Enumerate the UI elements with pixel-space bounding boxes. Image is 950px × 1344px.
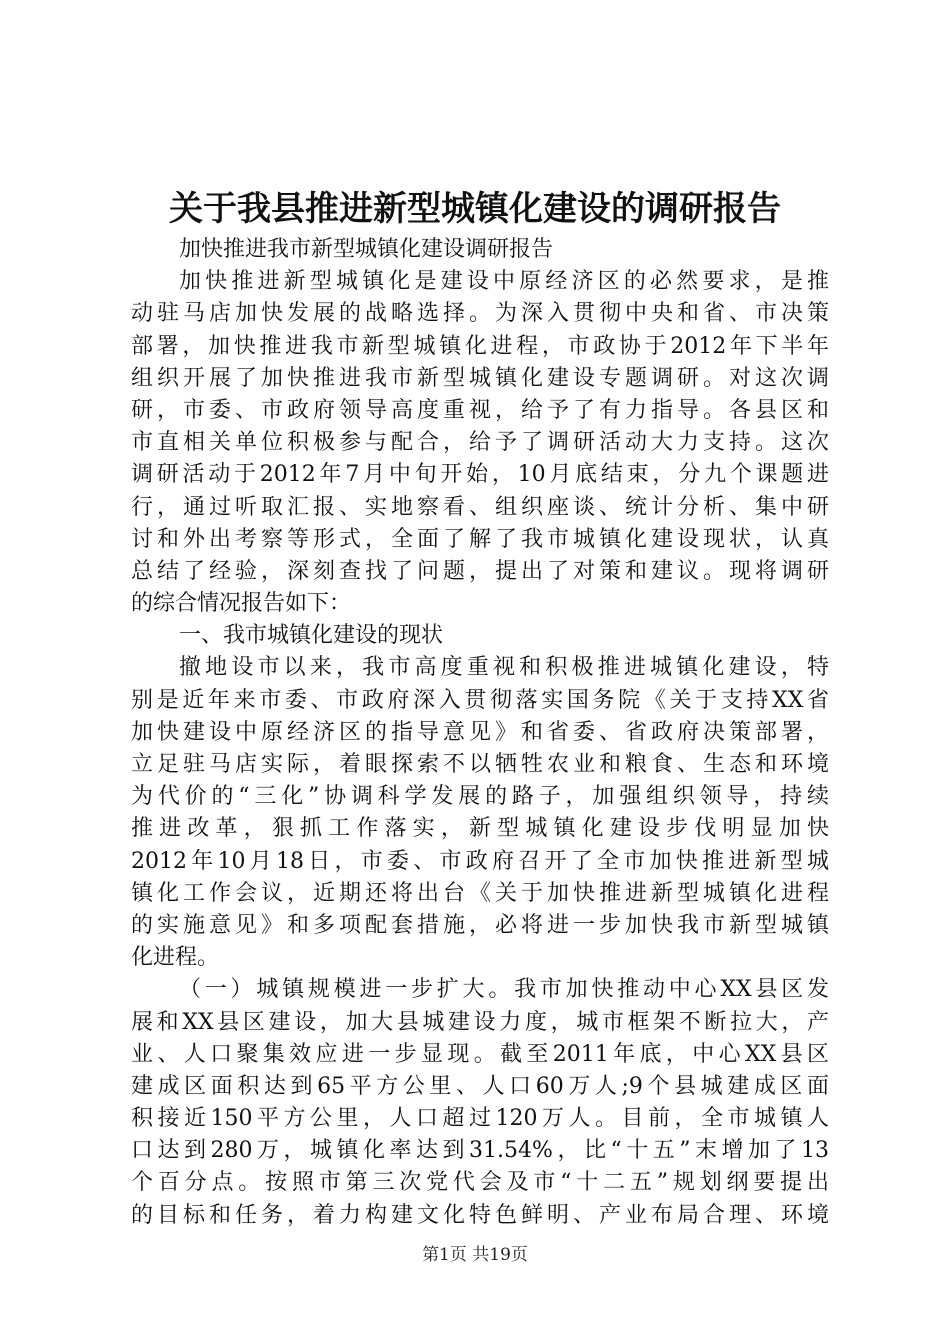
page-footer: 第1页 共19页: [422, 1245, 528, 1265]
paragraph-line: 组织开展了加快推进我市新型城镇化建设专题调研。对这次调: [131, 365, 829, 391]
document-body: [131, 234, 829, 1232]
paragraph-line: 镇化工作会议，近期还将出台《关于加快推进新型城镇化进程: [131, 880, 829, 906]
paragraph-line: 口达到280万，城镇化率达到31.54%，比“十五”末增加了13: [131, 1138, 829, 1164]
paragraph-line: 撤地设市以来，我市高度重视和积极推进城镇化建设，特: [179, 655, 829, 681]
paragraph-line: 积接近150平方公里，人口超过120万人。目前，全市城镇人: [131, 1106, 829, 1132]
paragraph-line: 的实施意见》和多项配套措施，必将进一步加快我市新型城镇: [131, 912, 829, 938]
paragraph-line: 的目标和任务，着力构建文化特色鲜明、产业布局合理、环境: [131, 1202, 829, 1228]
paragraph-line: 业、人口聚集效应进一步显现。截至2011年底，中心XX县区: [131, 1041, 829, 1067]
paragraph-line: （一）城镇规模进一步扩大。我市加快推动中心XX县区发: [179, 977, 829, 1003]
paragraph-line: 建成区面积达到65平方公里、人口60万人;9个县城建成区面: [131, 1073, 829, 1099]
paragraph-line: 研，市委、市政府领导高度重视，给予了有力指导。各县区和: [131, 397, 829, 423]
paragraph-line: 行，通过听取汇报、实地察看、组织座谈、统计分析、集中研: [131, 494, 829, 520]
section-heading: 一、我市城镇化建设的现状: [179, 623, 444, 649]
paragraph-line: 立足驻马店实际，着眼探索不以牺牲农业和粮食、生态和环境: [131, 752, 829, 777]
paragraph-line: 个百分点。按照市第三次党代会及市“十二五”规划纲要提出: [131, 1170, 829, 1196]
paragraph-line: 为代价的“三化”协调科学发展的路子，加强组织领导，持续: [131, 784, 829, 810]
paragraph-line: 市直相关单位积极参与配合，给予了调研活动大力支持。这次: [131, 430, 829, 456]
paragraph-line: 部署，加快推进我市新型城镇化进程，市政协于2012年下半年: [131, 333, 829, 359]
paragraph-line: 2012年10月18日，市委、市政府召开了全市加快推进新型城: [131, 848, 829, 874]
paragraph-line: 别是近年来市委、市政府深入贯彻落实国务院《关于支持XX省: [131, 687, 829, 713]
paragraph-line: 总结了经验，深刻查找了问题，提出了对策和建议。现将调研: [131, 558, 829, 584]
paragraph-line: 的综合情况报告如下：: [131, 591, 352, 617]
paragraph-line: 动驻马店加快发展的战略选择。为深入贯彻中央和省、市决策: [131, 301, 829, 327]
paragraph-line: 讨和外出考察等形式，全面了解了我市城镇化建设现状，认真: [131, 526, 829, 552]
paragraph-line: 展和XX县区建设，加大县城建设力度，城市框架不断拉大，产: [131, 1009, 829, 1035]
paragraph-line: 加快建设中原经济区的指导意见》和省委、省政府决策部署，: [131, 719, 829, 745]
paragraph-line: 推进改革，狠抓工作落实，新型城镇化建设步伐明显加快: [131, 816, 829, 842]
paragraph-line: 化进程。: [131, 945, 220, 971]
subtitle-line: 加快推进我市新型城镇化建设调研报告: [179, 237, 554, 262]
paragraph-line: 调研活动于2012年7月中旬开始，10月底结束，分九个课题进: [131, 462, 829, 488]
document-title: 关于我县推进新型城镇化建设的调研报告: [169, 189, 781, 229]
paragraph-line: 加快推进新型城镇化是建设中原经济区的必然要求，是推: [179, 269, 829, 295]
